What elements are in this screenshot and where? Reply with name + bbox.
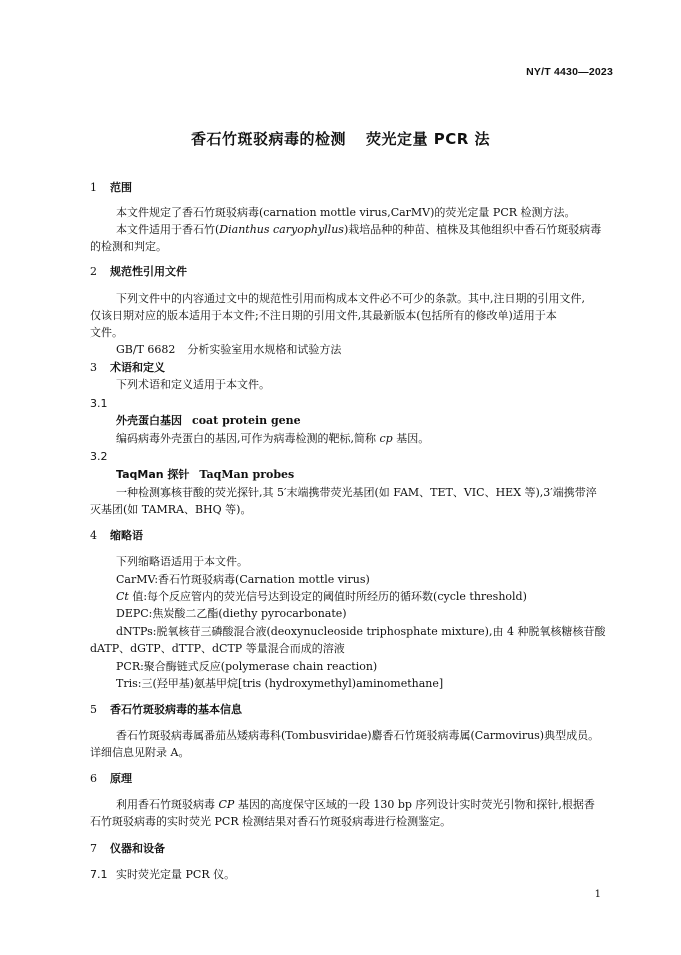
term-3-1-number: 3.1 bbox=[90, 397, 108, 410]
section-2-line-1: 下列文件中的内容通过文中的规范性引用而构成本文件必不可少的条款。其中,注日期的引用文件, bbox=[116, 292, 585, 305]
section-6-line-1: 利用香石竹斑驳病毒 CP 基因的高度保守区域的一段 130 bp 序列设计实时荧光引物和探针,根据香 bbox=[116, 798, 595, 811]
section-2-line-3: 文件。 bbox=[90, 326, 123, 339]
section-6-heading: 6 原理 bbox=[90, 772, 132, 785]
section-2-heading: 2 规范性引用文件 bbox=[90, 265, 187, 278]
section-6-line-2: 石竹斑驳病毒的实时荧光 PCR 检测结果对香石竹斑驳病毒进行检测鉴定。 bbox=[90, 815, 452, 828]
abbreviation-tris: Tris:三(羟甲基)氨基甲烷[tris (hydroxymethyl)aminomethane] bbox=[116, 677, 444, 690]
document-title bbox=[0, 128, 681, 149]
normative-reference bbox=[116, 343, 341, 357]
page-number: 1 bbox=[594, 889, 601, 900]
term-3-2-definition-2: 灭基团(如 TAMRA、BHQ 等)。 bbox=[90, 503, 252, 516]
standard-number: NY/T 4430—2023 bbox=[526, 66, 613, 78]
section-4-heading: 4 缩略语 bbox=[90, 529, 143, 542]
section-5-heading: 5 香石竹斑驳病毒的基本信息 bbox=[90, 703, 242, 716]
abbreviation-depc: DEPC:焦炭酸二乙酯(diethy pyrocarbonate) bbox=[116, 607, 347, 620]
section-3-heading: 3 术语和定义 bbox=[90, 361, 165, 374]
abbreviation-carmv: CarMV:香石竹斑驳病毒(Carnation mottle virus) bbox=[116, 573, 370, 586]
title-part-2: 荧光定量 PCR 法 bbox=[366, 130, 490, 148]
section-5-line-2: 详细信息见附录 A。 bbox=[90, 746, 190, 759]
reference-title: 分析实验室用水规格和试验方法 bbox=[187, 343, 342, 356]
term-3-2-number: 3.2 bbox=[90, 450, 108, 463]
section-1-para-2: 本文件适用于香石竹(Dianthus caryophyllus)栽培品种的种苗、植株及其他组织中香石竹斑驳病毒 bbox=[116, 223, 602, 236]
term-3-1-title: 外壳蛋白基因 coat protein gene bbox=[116, 414, 301, 427]
section-7-heading: 7 仪器和设备 bbox=[90, 842, 165, 855]
section-3-intro: 下列术语和定义适用于本文件。 bbox=[116, 378, 270, 391]
section-4-intro: 下列缩略语适用于本文件。 bbox=[116, 555, 248, 568]
section-2-line-2: 仅该日期对应的版本适用于本文件;不注日期的引用文件,其最新版本(包括所有的修改单)适用于本 bbox=[90, 309, 557, 322]
section-1-para-2-cont: 的检测和判定。 bbox=[90, 240, 167, 253]
abbreviation-pcr: PCR:聚合酶链式反应(polymerase chain reaction) bbox=[116, 660, 378, 673]
abbreviation-dntps-2: dATP、dGTP、dTTP、dCTP 等量混合而成的溶液 bbox=[90, 642, 345, 655]
abbreviation-ct: Ct 值:每个反应管内的荧光信号达到设定的阈值时所经历的循环数(cycle threshold) bbox=[116, 590, 527, 603]
section-5-line-1: 香石竹斑驳病毒属番茄丛矮病毒科(Tombusviridae)麝香石竹斑驳病毒属(Carmovirus)典型成员。 bbox=[116, 729, 600, 742]
item-7-1: 7.1 实时荧光定量 PCR 仪。 bbox=[90, 868, 236, 881]
abbreviation-dntps-1: dNTPs:脱氧核苷三磷酸混合液(deoxynucleoside triphosphate mixture),由 4 种脱氧核糖核苷酸 bbox=[116, 625, 606, 638]
title-part-1: 香石竹斑驳病毒的检测 bbox=[190, 130, 346, 148]
term-3-2-title: TaqMan 探针 TaqMan probes bbox=[116, 468, 295, 481]
section-1-para-1: 本文件规定了香石竹斑驳病毒(carnation mottle virus,CarMV)的荧光定量 PCR 检测方法。 bbox=[116, 206, 576, 219]
reference-code: GB/T 6682 bbox=[116, 343, 176, 356]
section-1-heading: 1 范围 bbox=[90, 181, 132, 194]
term-3-2-definition-1: 一种检测寡核苷酸的荧光探针,其 5′末端携带荧光基团(如 FAM、TET、VIC、HEX 等),3′端携带淬 bbox=[116, 486, 597, 499]
term-3-1-definition: 编码病毒外壳蛋白的基因,可作为病毒检测的靶标,简称 cp 基因。 bbox=[116, 432, 430, 445]
